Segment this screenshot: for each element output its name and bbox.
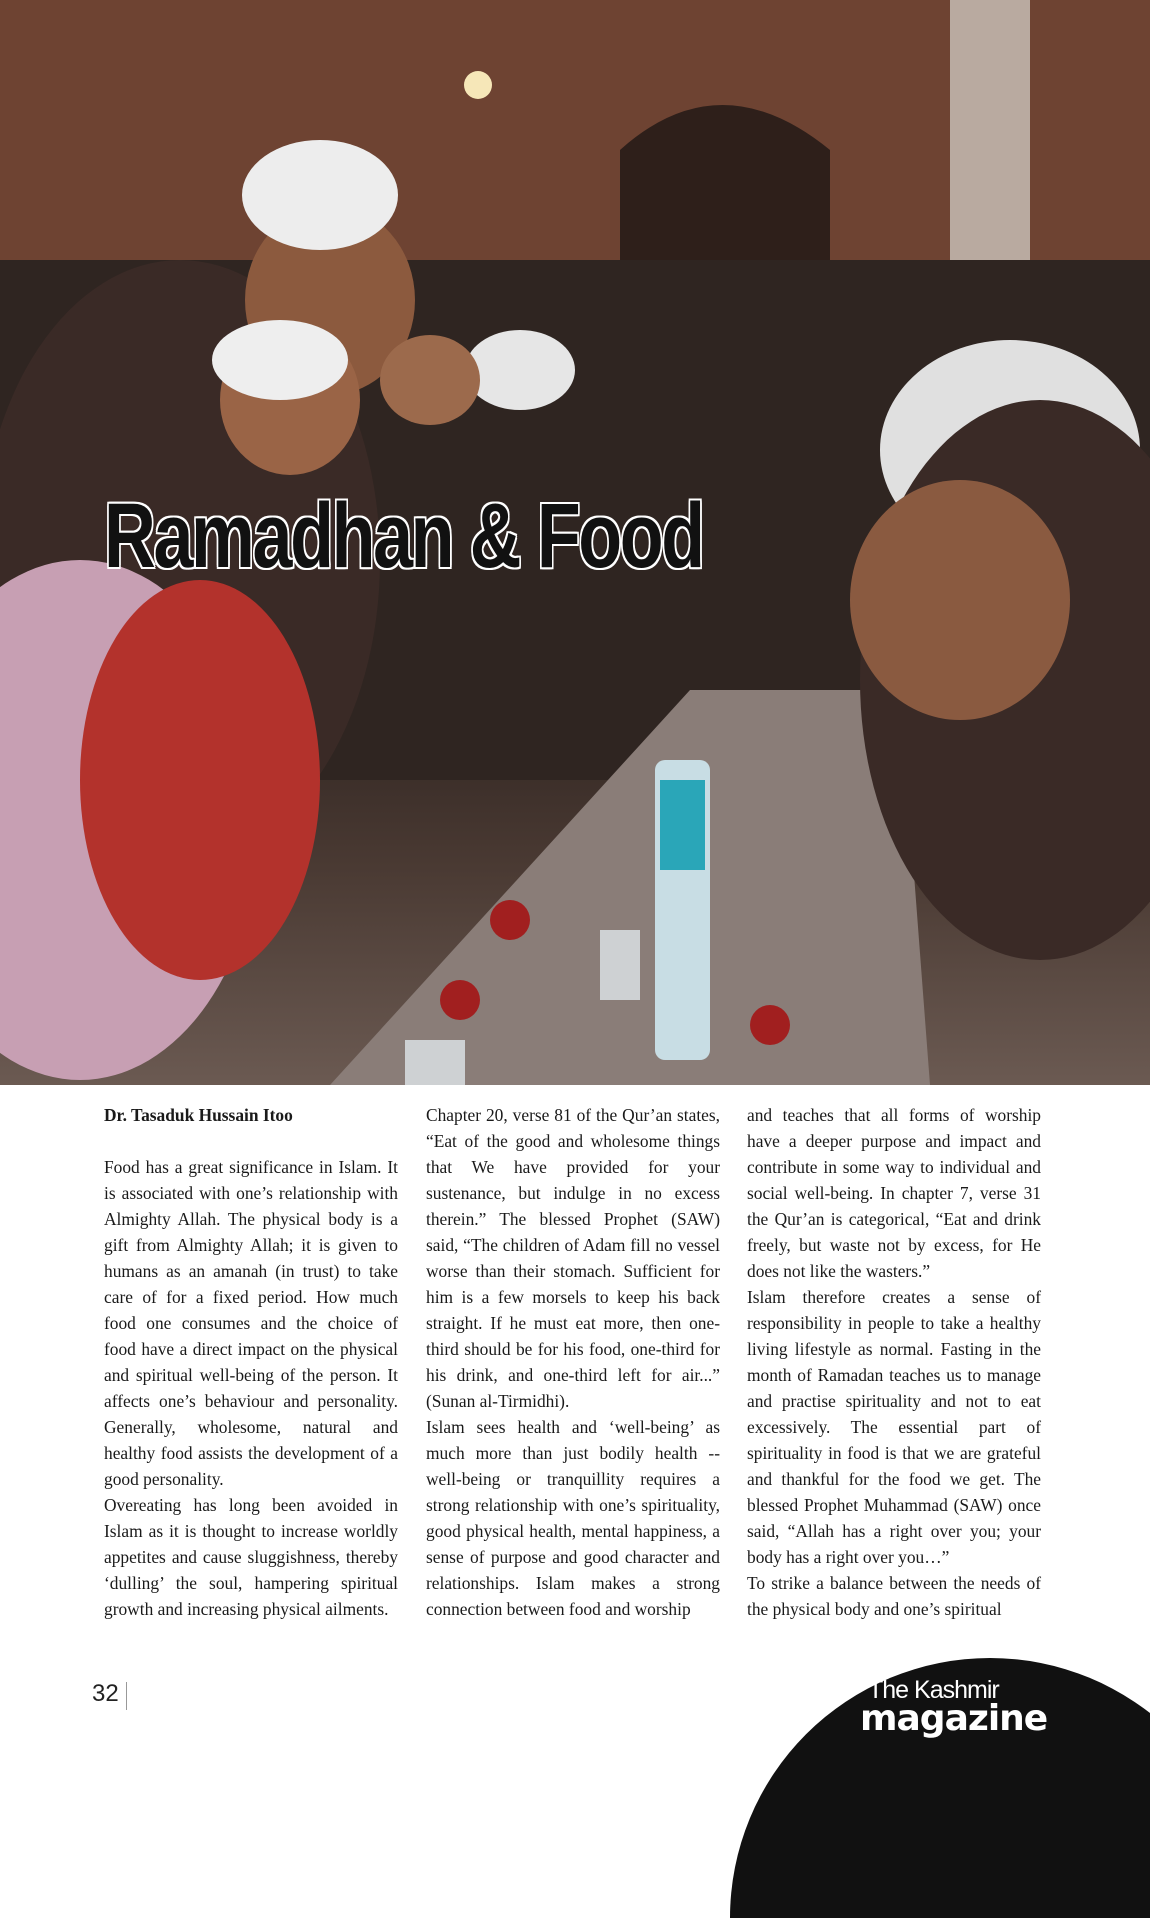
paragraph: Islam sees health and ‘well-being’ as much more than just bodily health -- well-being or tranquillity requires a strong relationship with one’s spirituality, good physical health, mental happiness, a sense of purpose and good character and relationships. Islam makes a strong connection between food and worship <box>426 1417 720 1619</box>
text-column-2 <box>426 1102 720 1622</box>
paragraph: Chapter 20, verse 81 of the Qur’an states, “Eat of the good and wholesome things that We have provided for your sustenance, but indulge in no excess therein.” The blessed Prophet (SAW) said, “The children of Adam fill no vessel worse than their stomach. Sufficient for him is a few morsels to keep his back straight. If he must eat more, then one-third should be for his food, one-third for his drink, and one-third left for air...” (Sunan al-Tirmidhi). <box>426 1105 720 1411</box>
page-number-divider <box>126 1682 127 1710</box>
page-number: 32 <box>92 1680 119 1707</box>
text-column-3 <box>747 1102 1041 1622</box>
text-column-1 <box>104 1102 398 1622</box>
paragraph: To strike a balance between the needs of the physical body and one’s spiritual <box>747 1573 1041 1619</box>
brand-logo-top: The Kashmir <box>868 1676 999 1704</box>
paragraph: Overeating has long been avoided in Islam as it is thought to increase worldly appetites and cause sluggishness, thereby ‘dulling’ the soul, hampering spiritual growth and increasing physical ailments. <box>104 1495 398 1619</box>
paragraph: Islam therefore creates a sense of responsibility in people to take a healthy living lifestyle as normal. Fasting in the month of Ramadan teaches us to manage and practise spirituality and not to eat excessively. The essential part of spirituality in food is that we are grateful and thankful for the food we get. The blessed Prophet Muhammad (SAW) once said, “Allah has a right over you; your body has a right over you…” <box>747 1287 1041 1567</box>
author-byline: Dr. Tasaduk Hussain Itoo <box>104 1105 293 1125</box>
article-title: Ramadhan & Food <box>104 485 703 587</box>
paragraph: and teaches that all forms of worship have a deeper purpose and impact and contribute in some way to individual and social well-being. In chapter 7, verse 31 the Qur’an is categorical, “Eat and drink freely, but waste not by excess, for He does not like the wasters.” <box>747 1105 1041 1281</box>
brand-logo-main: magazine <box>860 1698 1048 1739</box>
paragraph: Food has a great significance in Islam. It is associated with one’s relationship with Almighty Allah. The physical body is a gift from Almighty Allah; it is given to humans as an amanah (in trust) to take care of for a fixed period. How much food one consumes and the choice of food have a direct impact on the physical and spiritual well-being of the person. It affects one’s behaviour and personality. Generally, wholesome, natural and healthy food assists the development of a good personality. <box>104 1157 398 1489</box>
